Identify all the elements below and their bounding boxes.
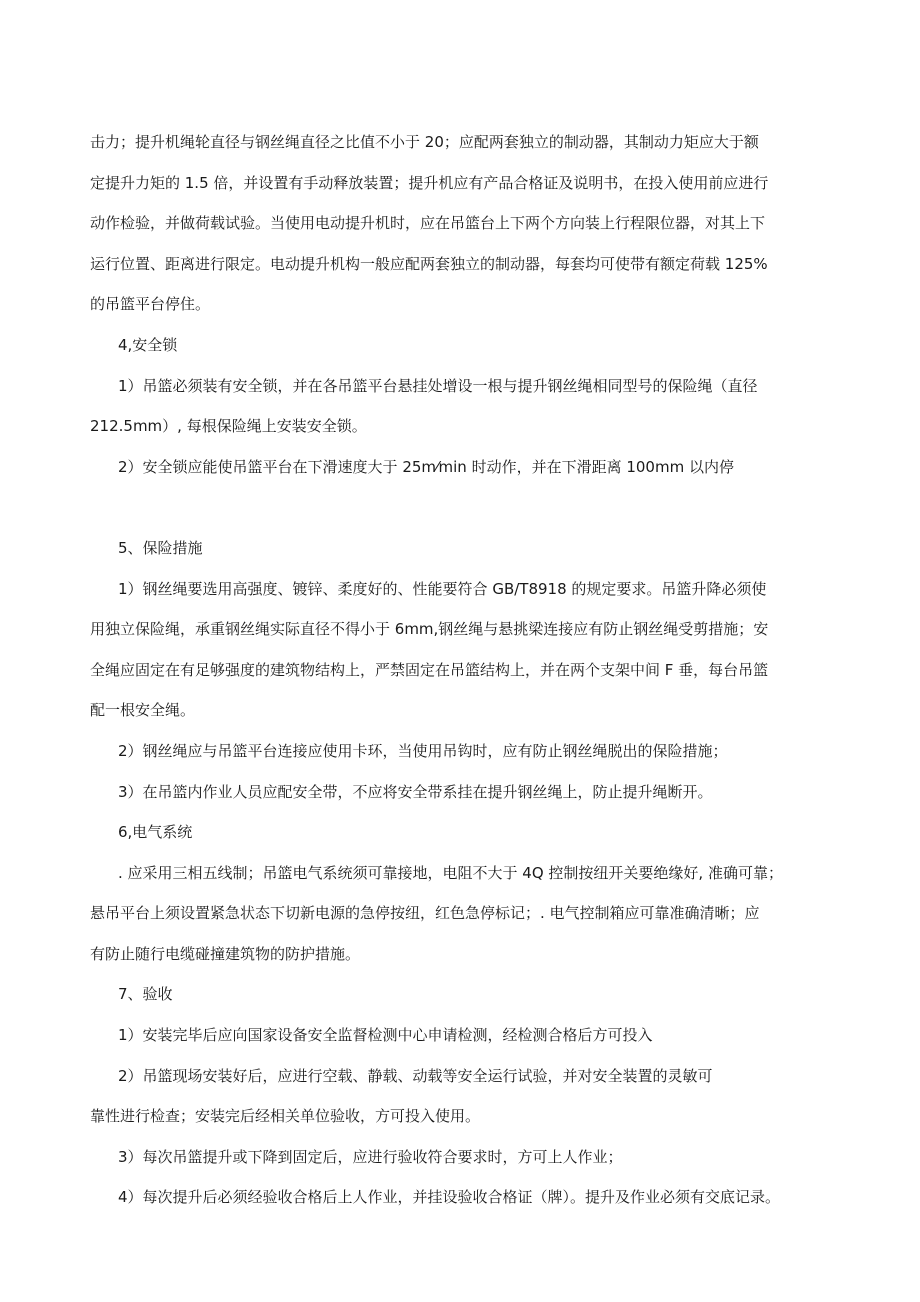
- paragraph-line: 3）每次吊篮提升或下降到固定后，应进行验收符合要求时，方可上人作业；: [118, 1147, 623, 1166]
- paragraph-line: 全绳应固定在有足够强度的建筑物结构上，严禁固定在吊篮结构上，并在两个支架中间 F 垂，每台吊篮: [90, 660, 769, 679]
- paragraph-line: 212.5mm）, 每根保险绳上安装安全锁。: [90, 417, 367, 436]
- paragraph-line: 2）吊篮现场安装好后，应进行空载、静载、动载等安全运行试验，并对安全装置的灵敏可: [118, 1066, 713, 1085]
- paragraph-line: 悬吊平台上须设置紧急状态下切新电源的急停按纽，红色急停标记；. 电气控制箱应可靠准确清晰；应: [90, 904, 760, 923]
- blank-line: [90, 487, 860, 528]
- section-heading: 7、验收: [118, 985, 173, 1004]
- paragraph-line: 运行位置、距离进行限定。电动提升机构一般应配两套独立的制动器，每套均可使带有额定荷载 125%: [90, 254, 768, 273]
- paragraph-line: 用独立保险绳，承重钢丝绳实际直径不得小于 6mm,钢丝绳与悬挑梁连接应有防止钢丝绳受剪措施；安: [90, 620, 769, 639]
- paragraph-line: 定提升力矩的 1.5 倍，并设置有手动释放装置；提升机应有产品合格证及说明书，在投入使用前应进行: [90, 173, 769, 192]
- section-heading: 4,安全锁: [118, 335, 178, 354]
- paragraph-line: 1）安装完毕后应向国家设备安全监督检测中心申请检测，经检测合格后方可投入: [118, 1026, 653, 1045]
- paragraph-line: . 应采用三相五线制；吊篮电气系统须可靠接地，电阻不大于 4Q 控制按纽开关要绝缘好, 准确可靠；: [118, 863, 783, 882]
- paragraph-line: 1）钢丝绳要选用高强度、镀锌、柔度好的、性能要符合 GB/T8918 的规定要求。吊篮升降必须使: [118, 579, 767, 598]
- section-heading: 6,电气系统: [118, 823, 193, 842]
- paragraph-line: 2）钢丝绳应与吊篮平台连接应使用卡环，当使用吊钩时，应有防止钢丝绳脱出的保险措施；: [118, 741, 728, 760]
- paragraph-line: 4）每次提升后必须经验收合格后上人作业，并挂设验收合格证（牌）。提升及作业必须有交底记录。: [118, 1188, 781, 1207]
- paragraph-line: 1）吊篮必须装有安全锁，并在各吊篮平台悬挂处增设一根与提升钢丝绳相同型号的保险绳（直径: [118, 376, 758, 395]
- paragraph-line: 配一根安全绳。: [90, 701, 196, 720]
- paragraph-line: 靠性进行检查；安装完后经相关单位验收，方可投入使用。: [90, 1107, 481, 1126]
- document-body: [90, 122, 860, 1218]
- paragraph-line: 有防止随行电缆碰撞建筑物的防护措施。: [90, 944, 361, 963]
- section-heading: 5、保险措施: [118, 538, 203, 557]
- paragraph-line: 3）在吊篮内作业人员应配安全带，不应将安全带系挂在提升钢丝绳上，防止提升绳断开。: [118, 782, 713, 801]
- paragraph-line: 2）安全锁应能使吊篮平台在下滑速度大于 25m⁄min 时动作，并在下滑距离 100mm 以内停: [118, 457, 734, 476]
- paragraph-line: 击力；提升机绳轮直径与钢丝绳直径之比值不小于 20；应配两套独立的制动器，其制动力矩应大于额: [90, 133, 759, 151]
- paragraph-line: 的吊篮平台停住。: [90, 295, 211, 314]
- paragraph-line: 动作检验，并做荷载试验。当使用电动提升机时，应在吊篮台上下两个方向装上行程限位器，对其上下: [90, 214, 766, 233]
